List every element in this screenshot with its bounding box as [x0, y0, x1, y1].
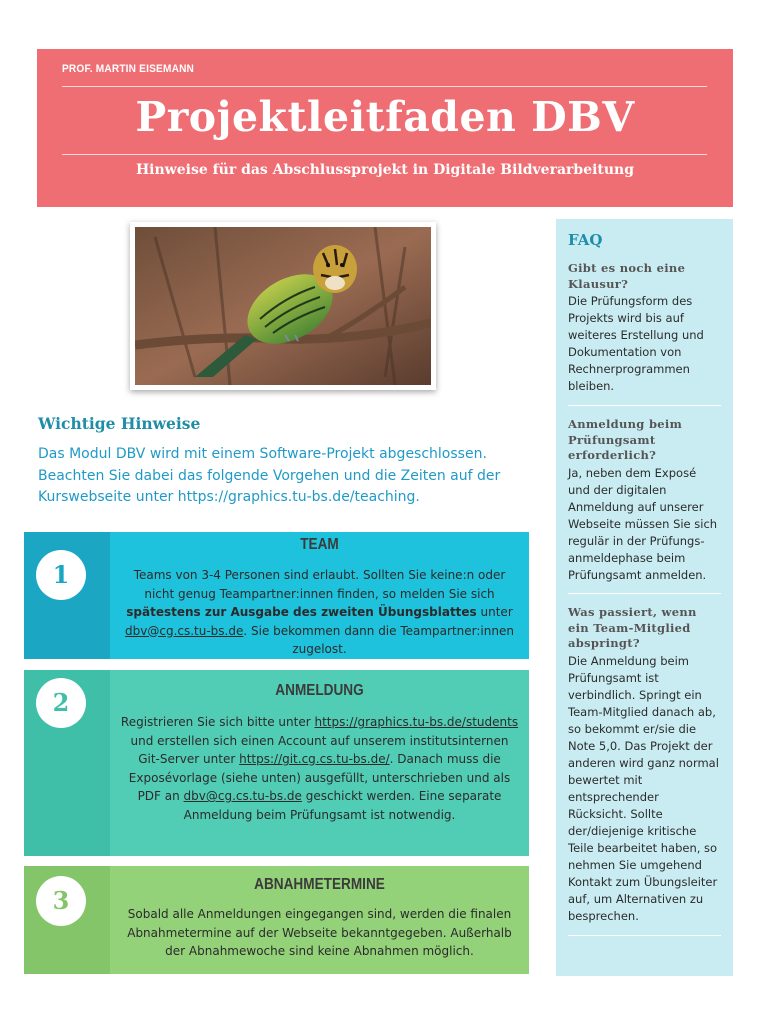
- step-number-column: [24, 532, 110, 659]
- email-link[interactable]: dbv@cg.cs.tu-bs.de: [183, 789, 302, 803]
- step-body: [110, 532, 529, 659]
- step-text-part: Registrieren Sie sich bitte unter: [120, 715, 315, 729]
- step-number-badge: 3: [36, 876, 86, 926]
- page-subtitle: Hinweise für das Abschlussprojekt in Digitale Bildverarbeitung: [135, 162, 635, 178]
- header-rule-top: [62, 86, 707, 87]
- step-text-emphasis: spätestens zur Ausgabe des zweiten Übungsblattes: [126, 605, 477, 619]
- step-text-part: . Danach muss die Exposévorlage (siehe unten) ausgefüllt, unterschrieben und als PDF an: [128, 752, 511, 803]
- intro-text: Das Modul DBV wird mit einem Software-Projekt abgeschlossen. Beachten Sie dabei das folgende Vorgehen und die Zeiten auf der Kurswebseite unter https://graphics.tu-bs.de/teaching.: [38, 446, 501, 505]
- step-text: [120, 566, 519, 659]
- step-number-column: [24, 866, 110, 974]
- step-text-part: . Sie bekommen dann die Teampartner:innen zugelost.: [243, 623, 514, 656]
- header-rule-bottom: [62, 154, 707, 155]
- step-number-badge: 2: [36, 678, 86, 728]
- tiger-budgie-image: [135, 227, 431, 385]
- header-banner: [37, 49, 733, 207]
- faq-question: Gibt es noch eine Klausur?: [568, 261, 686, 291]
- faq-divider: [568, 405, 721, 406]
- git-server-link[interactable]: https://git.cg.cs.tu-bs.de/: [239, 752, 390, 766]
- step-number-column: [24, 670, 110, 856]
- tiger-budgie-photo: [130, 222, 436, 390]
- email-link[interactable]: dbv@cg.cs.tu-bs.de: [125, 623, 244, 638]
- step-body: [110, 866, 529, 974]
- faq-divider: [568, 593, 721, 594]
- step-abnahmetermine: [24, 866, 529, 974]
- faq-question: Anmeldung beim Prüfungsamt erforderlich?: [568, 417, 683, 462]
- students-link[interactable]: https://graphics.tu-bs.de/students: [314, 715, 519, 729]
- faq-answer: Die Prüfungsform des Projekts wird bis auf weiteres Erstellung und Dokumentation von Rechnerprogrammen bleiben.: [568, 294, 704, 393]
- page-title: Projektleitfaden DBV: [135, 93, 635, 141]
- faq-title: FAQ: [568, 231, 603, 249]
- step-text: Sobald alle Anmeldungen eingegangen sind, werden die finalen Abnahmetermine auf der Webseite bekanntgegeben. Außerhalb der Abnahmewoche sind keine Abnahmen möglich.: [127, 907, 512, 958]
- step-heading: ANMELDUNG: [275, 682, 364, 699]
- faq-item: [568, 261, 720, 395]
- step-text-part: unter: [476, 605, 513, 619]
- step-text: [120, 713, 519, 824]
- step-number-badge: 1: [36, 550, 86, 600]
- faq-answer: Ja, neben dem Exposé und der digitalen Anmeldung auf unserer Webseite müssen Sie sich regulär in der Prüfungs-anmeldephase beim Prüfungsamt anmelden.: [568, 465, 718, 582]
- faq-item: [568, 417, 720, 584]
- faq-divider: [568, 935, 721, 936]
- faq-answer: Die Anmeldung beim Prüfungsamt ist verbindlich. Springt ein Team-Mitglied danach ab, so bekommt er/sie die Note 5,0. Das Projekt der anderen wird ganz normal bewertet mit entsprechender Rücksicht. Sollte der/diejenige kritische Teile bearbeitet haben, so nehmen Sie umgehend Kontakt zum Übungsleiter auf, um Alternativen zu besprechen.: [568, 653, 719, 923]
- author-name: PROF. MARTIN EISEMANN: [62, 63, 195, 75]
- step-heading: ABNAHMETERMINE: [254, 876, 385, 893]
- step-body: [110, 670, 529, 856]
- faq-sidebar: [556, 219, 733, 976]
- step-text-part: Teams von 3-4 Personen sind erlaubt. Sollten Sie keine:n oder nicht genug Teampartner:innen finden, so melden Sie sich: [133, 568, 506, 601]
- step-text-part: und erstellen sich einen Account auf unserem institutsinternen Git-Server unter: [130, 733, 509, 766]
- step-text-part: geschickt werden. Eine separate Anmeldung beim Prüfungsamt ist notwendig.: [183, 789, 502, 822]
- step-heading: TEAM: [300, 536, 339, 553]
- step-anmeldung: [24, 670, 529, 856]
- section-title: Wichtige Hinweise: [38, 414, 201, 433]
- faq-item: [568, 605, 720, 925]
- step-team: [24, 532, 529, 659]
- faq-question: Was passiert, wenn ein Team-Mitglied abspringt?: [568, 605, 697, 650]
